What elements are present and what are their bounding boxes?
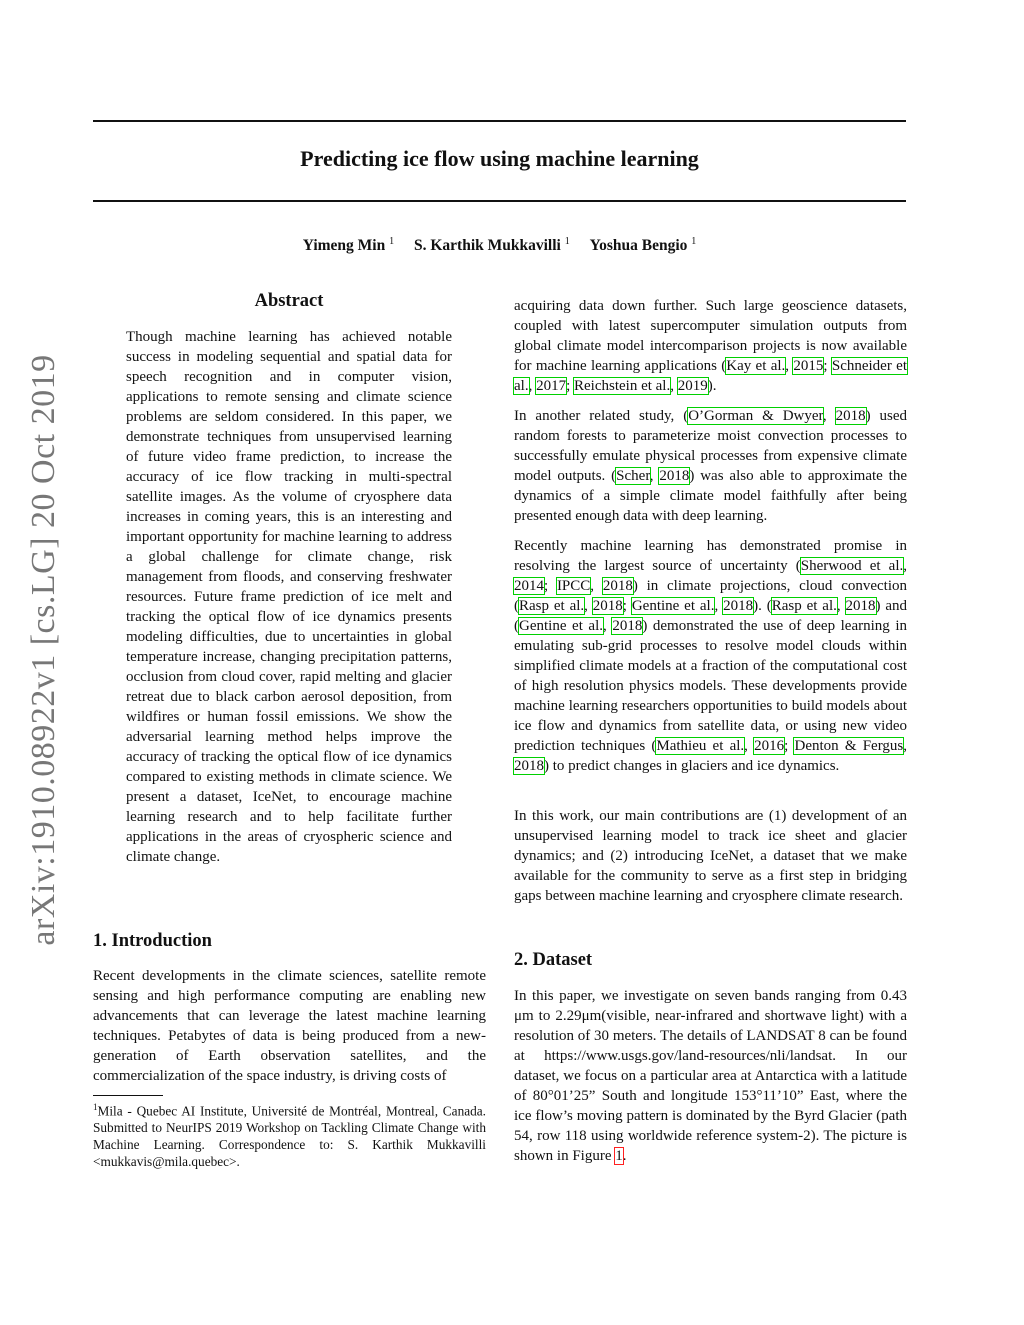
paper-title: Predicting ice flow using machine learning	[300, 146, 699, 171]
citation-link[interactable]: Denton & Fergus	[794, 738, 904, 754]
right-paragraph-1: acquiring data down further. Such large geoscience datasets, coupled with latest supercomputer simulation outputs from global climate model intercomparison projects is now available for machine learning applications (Kay et al., 2015; Schneider et al., 2017; Reichstein et al., 2019).	[514, 298, 907, 394]
author: Yimeng Min $^1$	[302, 236, 395, 255]
title-bottom-rule	[93, 200, 906, 202]
citation-link[interactable]: Rasp et al.	[519, 598, 585, 614]
citation-link[interactable]: 2018	[845, 598, 876, 614]
right-paragraph-4: In this work, our main contributions are (1) development of an unsupervised learning model to track ice sheet and glacier dynamics; and (2) introducing IceNet, a dataset that we make available for the community to serve as a first step in bridging gaps between machine learning and cryosphere climate research.	[514, 808, 907, 904]
footnote: $^1$Mila - Quebec AI Institute, Université de Montréal, Montreal, Canada. Submitted to NeurIPS 2019 Workshop on Tackling Climate Change with Machine Learning. Correspondence to: S. Karthik Mukkavilli <mukkavis@mila.quebec>.	[93, 1102, 486, 1170]
citation-link[interactable]: Gentine et al.	[631, 598, 715, 614]
abstract-heading: Abstract	[254, 291, 324, 311]
citation-link[interactable]: 2018	[835, 408, 866, 424]
citation-link[interactable]: 2017	[536, 378, 567, 394]
citation-link[interactable]: Scher	[616, 468, 650, 484]
right-paragraph-2: In another related study, (O’Gorman & Dwyer, 2018) used random forests to parameterize moist convection processes to successfully emulate physical processes from expensive climate model outputs. (Scher, 2018) was also able to approximate the dynamics of a simple climate model faithfully after being presented enough data with deep learning.	[514, 408, 907, 524]
citation-link[interactable]: 2018	[612, 618, 643, 634]
citation-link[interactable]: 2018	[514, 758, 544, 774]
right-paragraph-3: Recently machine learning has demonstrated promise in resolving the largest source of uncertainty (Sherwood et al., 2014; IPCC, 2018) in climate projections, cloud convection (Rasp et al., 2018; Gentine et al., 2018). (Rasp et al., 2018) and (Gentine et al., 2018) demonstrated the use of deep learning in emulating sub-grid processes to resolve model clouds within simplified climate models at a fraction of the computational cost of high resolution physics models. These developments provide machine learning researchers opportunities to build models about ice flow and dynamics from satellite data, or using new video prediction techniques (Mathieu et al., 2016; Denton & Fergus, 2018) to predict changes in glaciers and ice dynamics.	[514, 538, 908, 774]
citation-link[interactable]: 2018	[659, 468, 690, 484]
citation-link[interactable]: Mathieu et al.	[656, 738, 745, 754]
arxiv-identifier: arXiv:1910.08922v1 [cs.LG] 20 Oct 2019	[25, 354, 62, 946]
abstract-text: Though machine learning has achieved notable success in modeling sequential and spatial data for speech recognition and in computer vision, applications to remote sensing and climate science problems are seldom considered. In this paper, we demonstrate techniques from unsupervised learning of future video frame prediction, to increase the accuracy of ice flow tracking in multi-spectral satellite images. As the volume of cryosphere data increases in coming years, this is an interesting and important opportunity for machine learning to address a global challenge for climate change, risk management from floods, and conserving freshwater resources. Future frame prediction of ice melt and tracking the optical flow of ice dynamics presents modeling difficulties, due to uncertainties in global temperature increase, changing precipitation patterns, occlusion from cloud cover, rapid melting and glacier retreat due to black carbon aerosol deposition, from wildfires or human fossil emissions. We show the adversarial learning method helps improve the accuracy of tracking the optical flow of ice dynamics compared to existing methods in climate science. We present a dataset, IceNet, to encourage machine learning research and to help facilitate further applications in the areas of cryospheric science and climate change.	[126, 329, 452, 865]
citation-link[interactable]: 2014	[514, 578, 544, 594]
citation-link[interactable]: 2015	[793, 358, 824, 374]
citation-link[interactable]: 2018	[723, 598, 754, 614]
citation-link[interactable]: O’Gorman & Dwyer	[688, 408, 823, 424]
citation-link[interactable]: Sherwood et al.	[800, 558, 904, 574]
citation-link[interactable]: 2018	[592, 598, 623, 614]
footnote-rule	[93, 1095, 163, 1096]
citation-link[interactable]: 2016	[754, 738, 785, 754]
citation-link[interactable]: Schneider et al.	[514, 358, 907, 394]
figure-reference-link[interactable]: 1	[615, 1148, 623, 1164]
citation-link[interactable]: IPCC	[556, 578, 591, 594]
introduction-paragraph: Recent developments in the climate sciences, satellite remote sensing and high performance computing are enabling new advancements that can leverage the latest machine learning techniques. Petabytes of data is being produced from a new-generation of Earth observation satellites, and the commercialization of the space industry, is driving costs of	[93, 968, 486, 1084]
author: S. Karthik Mukkavilli $^1$	[414, 236, 570, 255]
introduction-heading: 1. Introduction	[93, 931, 212, 951]
title-top-rule	[93, 120, 906, 122]
citation-link[interactable]: Rasp et al.	[771, 598, 837, 614]
citation-link[interactable]: Kay et al.	[726, 358, 786, 374]
citation-link[interactable]: Gentine et al.	[519, 618, 604, 634]
author: Yoshua Bengio $^1$	[589, 236, 697, 255]
author-list	[93, 236, 906, 255]
dataset-heading: 2. Dataset	[514, 950, 593, 970]
citation-link[interactable]: 2018	[602, 578, 633, 594]
citation-link[interactable]: 2019	[677, 378, 708, 394]
dataset-paragraph: In this paper, we investigate on seven bands ranging from 0.43 μm to 2.29μm(visible, near-infrared and shortwave light) with a resolution of 30 meters. The details of LANDSAT 8 can be found at https://www.usgs.gov/land-resources/nli/landsat. In our dataset, we focus on a particular area at Antarctica with a latitude of 80°01’25” South and longitude 153°11’10” East, where the ice flow’s moving pattern is dominated by the Byrd Glacier (path 54, row 118 using worldwide reference system-2). The picture is shown in Figure 1.	[514, 988, 907, 1164]
citation-link[interactable]: Reichstein et al.	[574, 378, 671, 394]
